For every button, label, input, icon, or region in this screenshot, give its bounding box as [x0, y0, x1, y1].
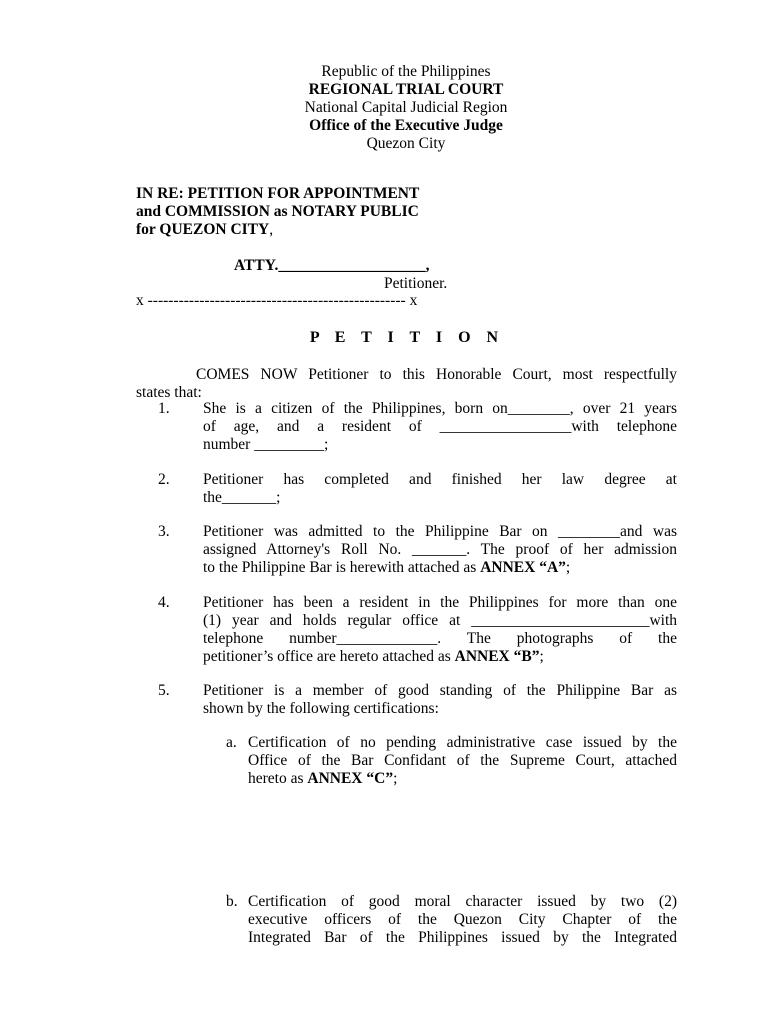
- item-1-line: She is a citizen of the Philippines, born on________, over 21 years: [203, 400, 677, 417]
- caption-line-1: IN RE: PETITION FOR APPOINTMENT: [136, 185, 420, 202]
- item-3: [203, 523, 677, 577]
- case-caption: [136, 185, 476, 239]
- document-title: P E T I T I O N: [309, 329, 505, 346]
- item-4: [203, 594, 677, 666]
- item-4-line: petitioner’s office are hereto attached as: [203, 648, 455, 665]
- item-b-line: executive officers of the Quezon City Chapter of the: [248, 911, 677, 928]
- item-3-line: to the Philippine Bar is herewith attached as: [203, 559, 481, 576]
- item-b-line: Certification of good moral character issued by two (2): [248, 893, 677, 910]
- petitioner-label: Petitioner.: [384, 275, 448, 292]
- item-a-semicolon: ;: [393, 770, 398, 787]
- item-1: [203, 400, 677, 454]
- intro-paragraph: [136, 366, 677, 402]
- item-a-line: Office of the Bar Confidant of the Supreme Court, attached: [248, 752, 677, 769]
- item-3-line: Petitioner was admitted to the Philippine Bar on ________and was: [203, 523, 677, 540]
- item-1-line: number _________;: [203, 436, 329, 453]
- annex-c-label: ANNEX “C”: [307, 770, 394, 787]
- header-office: Office of the Executive Judge: [309, 117, 503, 134]
- item-4-line: telephone number_____________. The photographs of the: [203, 630, 677, 647]
- annex-b-label: ANNEX “B”: [454, 648, 540, 665]
- item-a-letter: a.: [226, 734, 237, 751]
- caption-divider: x -------------------------------------------------- x: [136, 292, 418, 309]
- annex-a-label: ANNEX “A”: [480, 559, 566, 576]
- header-republic: Republic of the Philippines: [321, 63, 491, 80]
- header-city: Quezon City: [366, 135, 446, 152]
- item-5-line: shown by the following certifications:: [203, 700, 439, 717]
- intro-line-1: COMES NOW Petitioner to this Honorable Court, most respectfully: [196, 366, 677, 383]
- item-b: [248, 893, 677, 947]
- item-5-line: Petitioner is a member of good standing of the Philippine Bar as: [203, 682, 677, 699]
- caption-line-2: and COMMISSION as NOTARY PUBLIC: [136, 203, 419, 220]
- item-3-semicolon: ;: [565, 559, 571, 576]
- caption-line-3: for QUEZON CITY: [136, 221, 270, 238]
- item-4-line: Petitioner has been a resident in the Philippines for more than one: [203, 594, 677, 611]
- item-2-line: Petitioner has completed and finished her law degree at: [203, 471, 677, 488]
- item-1-line: of age, and a resident of _________________with telephone: [203, 418, 677, 435]
- caption-comma: ,: [269, 221, 274, 238]
- item-4-number: 4.: [158, 594, 170, 611]
- item-2: [203, 471, 677, 507]
- item-1-number: 1.: [158, 400, 170, 417]
- court-header: [0, 63, 768, 153]
- item-5-number: 5.: [158, 682, 170, 699]
- item-3-line: assigned Attorney's Roll No. _______. The proof of her admission: [203, 541, 677, 558]
- header-region: National Capital Judicial Region: [304, 99, 508, 116]
- item-b-line: Integrated Bar of the Philippines issued by the Integrated: [248, 929, 677, 946]
- header-court: REGIONAL TRIAL COURT: [308, 81, 504, 98]
- item-3-number: 3.: [158, 523, 170, 540]
- intro-line-2: states that:: [136, 384, 202, 401]
- atty-line: ATTY.___________________,: [234, 257, 430, 274]
- item-a: [248, 734, 677, 788]
- item-4-line: (1) year and holds regular office at _______________________with: [203, 612, 677, 629]
- item-2-number: 2.: [158, 471, 170, 488]
- item-b-letter: b.: [226, 893, 238, 910]
- item-2-line: the_______;: [203, 489, 281, 506]
- item-a-line: hereto as: [248, 770, 308, 787]
- item-5: [203, 682, 677, 718]
- item-a-line: Certification of no pending administrative case issued by the: [248, 734, 677, 751]
- item-4-semicolon: ;: [539, 648, 544, 665]
